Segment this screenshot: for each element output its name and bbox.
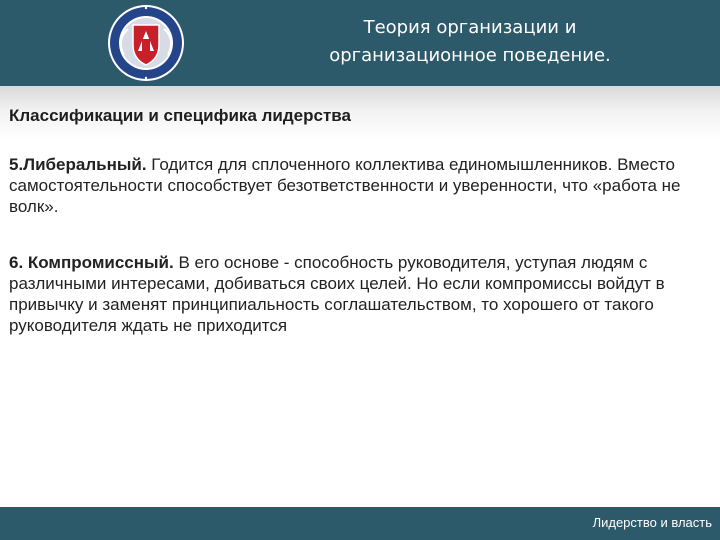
paragraph-text: В его основе - способность руководителя, уступая людям с различными интересами, добиваться своих целей. Но если компромиссы войдут в привычку и заменят принципиальность соглашательством, то хорошего от такого руководителя ждать не приходится [9,253,665,335]
footer-bar [0,507,720,540]
paragraph-liberal [9,154,699,217]
paragraph-lead: 6. Компромиссный. [9,253,174,272]
title-line-2: организационное поведение. [329,45,611,66]
page-title [290,14,650,70]
paragraph-compromise [9,252,699,336]
paragraph-text: Годится для сплоченного коллектива единомышленников. Вместо самостоятельности способствует безответственности и уверенности, что «работа не волк». [9,155,681,216]
header-bar [0,0,720,86]
slide-subtitle: Классификации и специфика лидерства [9,106,351,125]
title-line-1: Теория организации и [363,17,577,38]
university-emblem-icon [94,3,198,83]
footer-label: Лидерство и власть [592,515,712,530]
paragraph-lead: 5.Либеральный. [9,155,147,174]
